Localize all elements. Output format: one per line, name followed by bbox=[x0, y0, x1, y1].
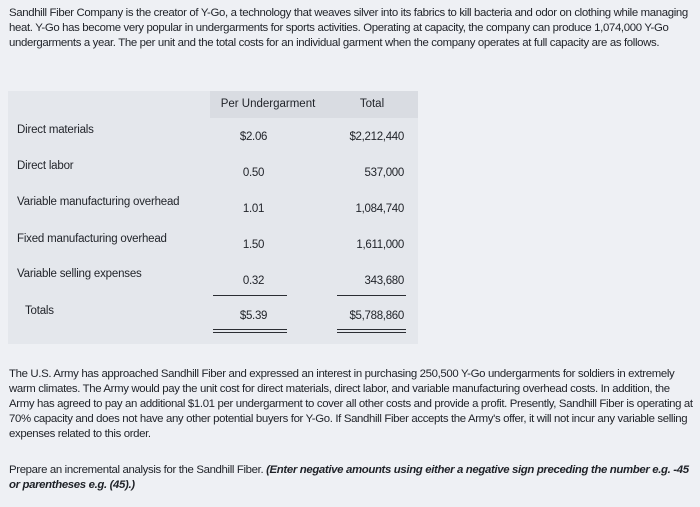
header-total: Total bbox=[326, 91, 418, 118]
instruction-note: (Enter negative amounts using either a negative sign preceding the number e.g. -45 or parentheses e.g. (45).) bbox=[9, 464, 689, 491]
per-unit-fixed-mfg-overhead: 1.50 bbox=[242, 239, 265, 251]
per-unit-variable-mfg-overhead: 1.01 bbox=[242, 203, 265, 215]
row-label-fixed-mfg-overhead: Fixed manufacturing overhead bbox=[17, 233, 167, 245]
per-unit-direct-materials: $2.06 bbox=[239, 131, 268, 143]
army-offer-paragraph: The U.S. Army has approached Sandhill Fiber and expressed an interest in purchasing 250,500 Y-Go undergarments for soldiers in extremely warm climates. The Army would pay the unit cost for direct materials, direct labor, and variable manufacturing overhead costs. In addition, the Army has agreed to pay an additional $1.01 per undergarment to cover all other costs and provide a profit. Presently, Sandhill Fiber is operating at 70% capacity and does not have any other potential buyers for Y-Go. If Sandhill Fiber accepts the Army's offer, it will not incur any variable selling expenses related to this order. bbox=[9, 368, 693, 440]
double-rule-per-unit-top bbox=[213, 329, 287, 330]
row-label-direct-labor: Direct labor bbox=[17, 160, 74, 172]
per-unit-totals: $5.39 bbox=[239, 310, 268, 322]
subtotal-rule-total bbox=[337, 295, 406, 296]
subtotal-rule-per-unit bbox=[213, 295, 287, 296]
intro-paragraph: Sandhill Fiber Company is the creator of Y-Go, a technology that weaves silver into its fabrics to kill bacteria and odor on clothing while managing heat. Y-Go has become very popular in undergarments for sports activities. Operating at capacity, the company can produce 1,074,000 Y-Go undergarments a year. The per unit and the total costs for an individual garment when the company operates at full capacity are as follows. bbox=[9, 7, 688, 49]
double-rule-total-top bbox=[337, 329, 406, 330]
total-direct-labor: 537,000 bbox=[364, 167, 404, 179]
total-variable-mfg-overhead: 1,084,740 bbox=[355, 203, 404, 215]
instruction-text: Prepare an incremental analysis for the Sandhill Fiber. bbox=[9, 464, 264, 476]
total-totals: $5,788,860 bbox=[349, 310, 404, 322]
total-variable-selling: 343,680 bbox=[364, 275, 404, 287]
double-rule-per-unit-bottom bbox=[213, 332, 287, 333]
row-label-totals: Totals bbox=[25, 305, 54, 317]
double-rule-total-bottom bbox=[337, 332, 406, 333]
row-label-direct-materials: Direct materials bbox=[17, 124, 94, 136]
total-fixed-mfg-overhead: 1,611,000 bbox=[356, 239, 404, 251]
instruction-paragraph bbox=[9, 463, 697, 493]
per-unit-direct-labor: 0.50 bbox=[242, 167, 265, 179]
per-unit-variable-selling: 0.32 bbox=[242, 275, 265, 287]
row-label-variable-selling: Variable selling expenses bbox=[17, 268, 142, 280]
row-label-variable-mfg-overhead: Variable manufacturing overhead bbox=[17, 196, 180, 208]
header-per-undergarment: Per Undergarment bbox=[210, 91, 326, 118]
total-direct-materials: $2,212,440 bbox=[349, 131, 404, 143]
